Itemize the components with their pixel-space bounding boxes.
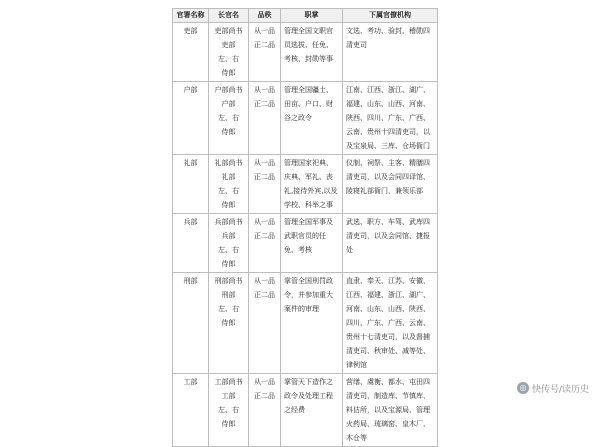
- rank-minister: 从一品: [254, 378, 275, 386]
- chief-title-cell: [209, 214, 249, 273]
- minister-title: 刑部尚书: [214, 277, 243, 285]
- rank-cell: [249, 273, 281, 374]
- rank-vice: 正二品: [254, 392, 275, 400]
- watermark-logo-icon: ◎: [517, 382, 529, 394]
- chief-title-cell: [209, 374, 249, 447]
- duties-cell: 管理国家祀典、庆典、军礼、丧礼,接待外宾,以及学校、科举之事: [281, 155, 343, 214]
- vice-ministry: 工部: [221, 392, 236, 400]
- vice-title: 侍郎: [221, 128, 236, 136]
- rank-cell: [249, 214, 281, 273]
- duties-cell: 掌管天下造作之政令及处理工程之经费: [281, 374, 343, 447]
- rank-cell: [249, 23, 281, 82]
- table-row: [173, 374, 438, 447]
- table-row: [173, 273, 438, 374]
- header-duties: 职掌: [281, 9, 343, 23]
- agencies-cell: 仪制、祠祭、主客、精膳四清吏司，以及会同四译馆、陵寝礼部衙门，兼领乐部: [343, 155, 438, 214]
- office-name-cell: 礼部: [173, 155, 209, 214]
- vice-title: 侍郎: [221, 201, 236, 209]
- chief-title-cell: [209, 155, 249, 214]
- office-name-cell: 兵部: [173, 214, 209, 273]
- vice-title: 侍郎: [221, 260, 236, 268]
- six-ministries-table: [172, 8, 438, 447]
- rank-vice: 正二品: [254, 100, 275, 108]
- rank-minister: 从一品: [254, 159, 275, 167]
- rank-minister: 从一品: [254, 86, 275, 94]
- header-chief-title: 长官名: [209, 9, 249, 23]
- vice-title: 侍郎: [221, 420, 236, 428]
- vice-title: 侍郎: [221, 69, 236, 77]
- duties-cell: 掌管全国刑罚政令，并参加重大案件的审理: [281, 273, 343, 374]
- rank-cell: [249, 155, 281, 214]
- vice-ministry: 刑部: [221, 291, 236, 299]
- minister-title: 吏部尚书: [214, 27, 243, 35]
- vice-left-right: 左、右: [218, 246, 239, 254]
- vice-ministry: 兵部: [221, 232, 236, 240]
- vice-ministry: 吏部: [221, 41, 236, 49]
- rank-cell: [249, 374, 281, 447]
- vice-left-right: 左、右: [218, 305, 239, 313]
- header-subordinate-agencies: 下属官僚机构: [343, 9, 438, 23]
- minister-title: 户部尚书: [214, 86, 243, 94]
- office-name-cell: 户部: [173, 82, 209, 155]
- vice-left-right: 左、右: [218, 406, 239, 414]
- rank-minister: 从一品: [254, 218, 275, 226]
- vice-ministry: 户部: [221, 100, 236, 108]
- vice-ministry: 礼部: [221, 173, 236, 181]
- table-row: [173, 23, 438, 82]
- vice-left-right: 左、右: [218, 114, 239, 122]
- minister-title: 工部尚书: [214, 378, 243, 386]
- rank-minister: 从一品: [254, 27, 275, 35]
- vice-title: 侍郎: [221, 319, 236, 327]
- duties-cell: 管理全国军事及武职官员的任免、考核: [281, 214, 343, 273]
- office-name-cell: 刑部: [173, 273, 209, 374]
- table-header-row: [173, 9, 438, 23]
- rank-minister: 从一品: [254, 277, 275, 285]
- office-name-cell: 吏部: [173, 23, 209, 82]
- agencies-cell: 武选、职方、车驾、武库四清吏司，以及会同馆、捷报处: [343, 214, 438, 273]
- watermark-text: 快传号/读历史: [531, 384, 589, 395]
- rank-vice: 正二品: [254, 232, 275, 240]
- agencies-cell: 文选、考功、验封、稽勋四清吏司: [343, 23, 438, 82]
- header-rank: 品秩: [249, 9, 281, 23]
- agencies-cell: 直隶、奉天、江苏、安徽、江西、福建、浙江、湖广、河南、山东、山西、陕西、四川、广东、广西、云南、贵州十七清吏司，以及督捕清吏司、秋审处、减等处、律例馆: [343, 273, 438, 374]
- rank-vice: 正二品: [254, 41, 275, 49]
- rank-vice: 正二品: [254, 173, 275, 181]
- duties-cell: 管理全国疆土、田亩、户口、财谷之政令: [281, 82, 343, 155]
- table-row: [173, 82, 438, 155]
- chief-title-cell: [209, 273, 249, 374]
- agencies-cell: 营缮、虞衡、都水、屯田四清吏司，制造库、节慎库、料估所，以及宝源局、管理火药局、琉璃窑、皇木厂、木仓等: [343, 374, 438, 447]
- rank-vice: 正二品: [254, 291, 275, 299]
- office-name-cell: 工部: [173, 374, 209, 447]
- duties-cell: 管理全国文职官员选拔、任免、考核、封勋等事: [281, 23, 343, 82]
- header-office-name: 官署名称: [173, 9, 209, 23]
- agencies-cell: 江南、江西、浙江、湖广、福建、山东、山西、河南、陕西、四川、广东、广西、云南、贵州十四清吏司，以及宝泉局、三库、仓场衙门: [343, 82, 438, 155]
- vice-left-right: 左、右: [218, 187, 239, 195]
- vice-left-right: 左、右: [218, 55, 239, 63]
- table-row: [173, 214, 438, 273]
- chief-title-cell: [209, 82, 249, 155]
- minister-title: 兵部尚书: [214, 218, 243, 226]
- source-watermark: [514, 380, 592, 396]
- chief-title-cell: [209, 23, 249, 82]
- rank-cell: [249, 82, 281, 155]
- minister-title: 礼部尚书: [214, 159, 243, 167]
- table-row: [173, 155, 438, 214]
